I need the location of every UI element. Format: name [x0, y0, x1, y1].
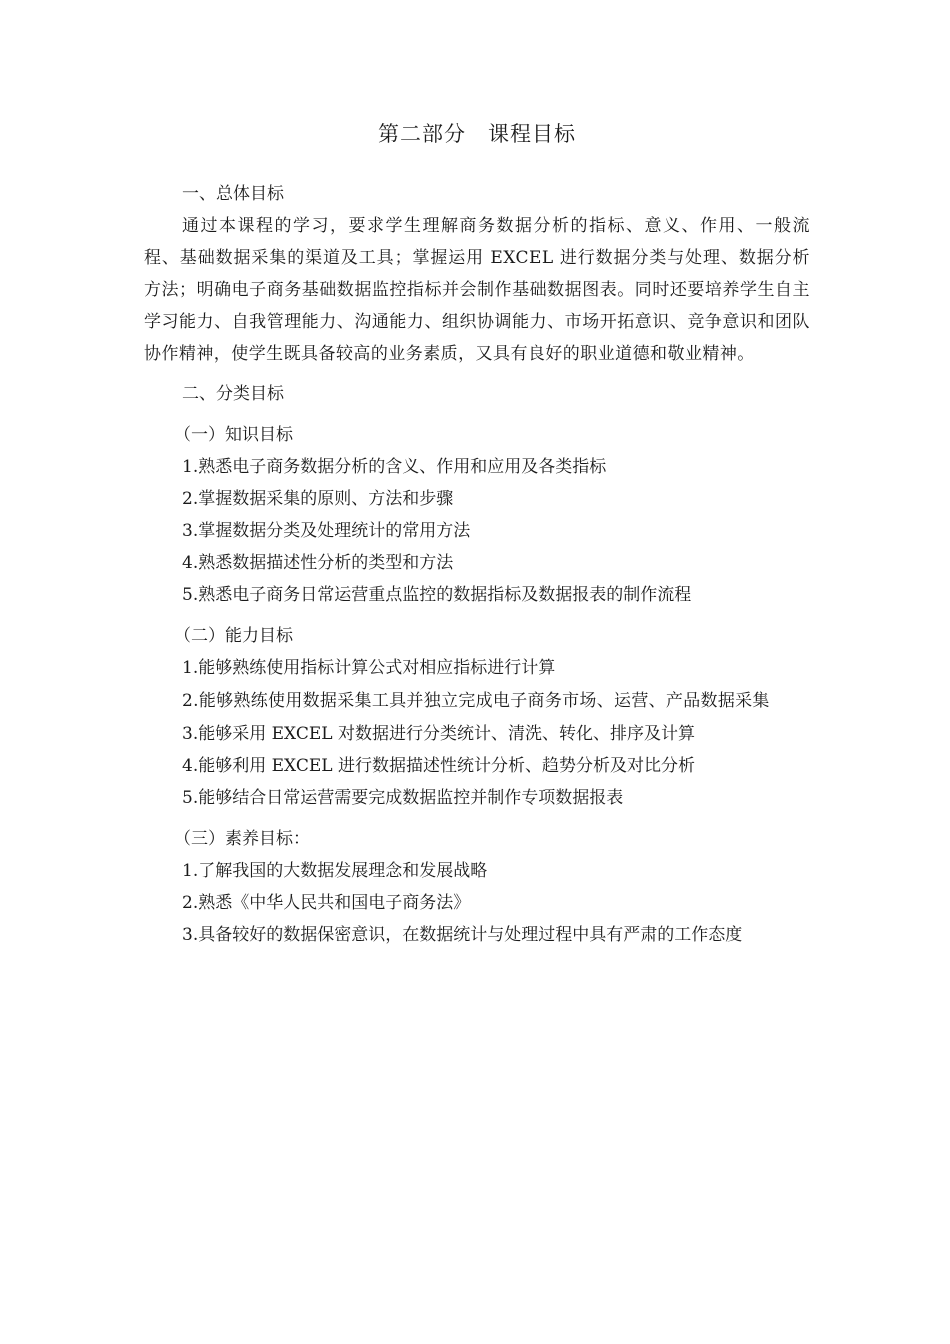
ability-goal-heading: （二）能力目标 — [174, 626, 293, 646]
knowledge-item: 5.熟悉电子商务日常运营重点监控的数据指标及数据报表的制作流程 — [182, 585, 692, 605]
quality-item: 1.了解我国的大数据发展理念和发展战略 — [182, 861, 488, 881]
document-page — [144, 118, 810, 951]
ability-item: 2.能够熟练使用数据采集工具并独立完成电子商务市场、运营、产品数据采集 — [182, 691, 770, 711]
title-part: 第二部分 — [378, 122, 466, 146]
overall-goal-heading: 一、总体目标 — [182, 184, 284, 204]
knowledge-item: 3.掌握数据分类及处理统计的常用方法 — [182, 521, 471, 541]
title-topic: 课程目标 — [488, 122, 576, 146]
ability-item: 1.能够熟练使用指标计算公式对相应指标进行计算 — [182, 658, 556, 678]
classified-goal-heading: 二、分类目标 — [182, 384, 284, 404]
quality-item: 3.具备较好的数据保密意识，在数据统计与处理过程中具有严肃的工作态度 — [182, 925, 743, 945]
knowledge-item: 2.掌握数据采集的原则、方法和步骤 — [182, 489, 454, 509]
quality-goal-heading: （三）素养目标： — [174, 829, 310, 849]
page-title — [144, 118, 810, 150]
knowledge-item: 1.熟悉电子商务数据分析的含义、作用和应用及各类指标 — [182, 457, 607, 477]
quality-item: 2.熟悉《中华人民共和国电子商务法》 — [182, 893, 471, 913]
overall-goal-paragraph: 通过本课程的学习，要求学生理解商务数据分析的指标、意义、作用、一般流程、基础数据采集的渠道及工具；掌握运用 EXCEL 进行数据分类与处理、数据分析方法；明确电子商务基础数据监控指标并会制作基础数据图表。同时还要培养学生自主学习能力、自我管理能力、沟通能力、组织协调能力、市场开拓意识、竞争意识和团队协作精神，使学生既具备较高的业务素质，又具有良好的职业道德和敬业精神。 — [144, 216, 810, 364]
knowledge-goal-heading: （一）知识目标 — [174, 425, 293, 445]
ability-item: 5.能够结合日常运营需要完成数据监控并制作专项数据报表 — [182, 788, 624, 808]
ability-item: 3.能够采用 EXCEL 对数据进行分类统计、清洗、转化、排序及计算 — [182, 724, 695, 744]
knowledge-item: 4.熟悉数据描述性分析的类型和方法 — [182, 553, 454, 573]
ability-item: 4.能够利用 EXCEL 进行数据描述性统计分析、趋势分析及对比分析 — [182, 756, 695, 776]
